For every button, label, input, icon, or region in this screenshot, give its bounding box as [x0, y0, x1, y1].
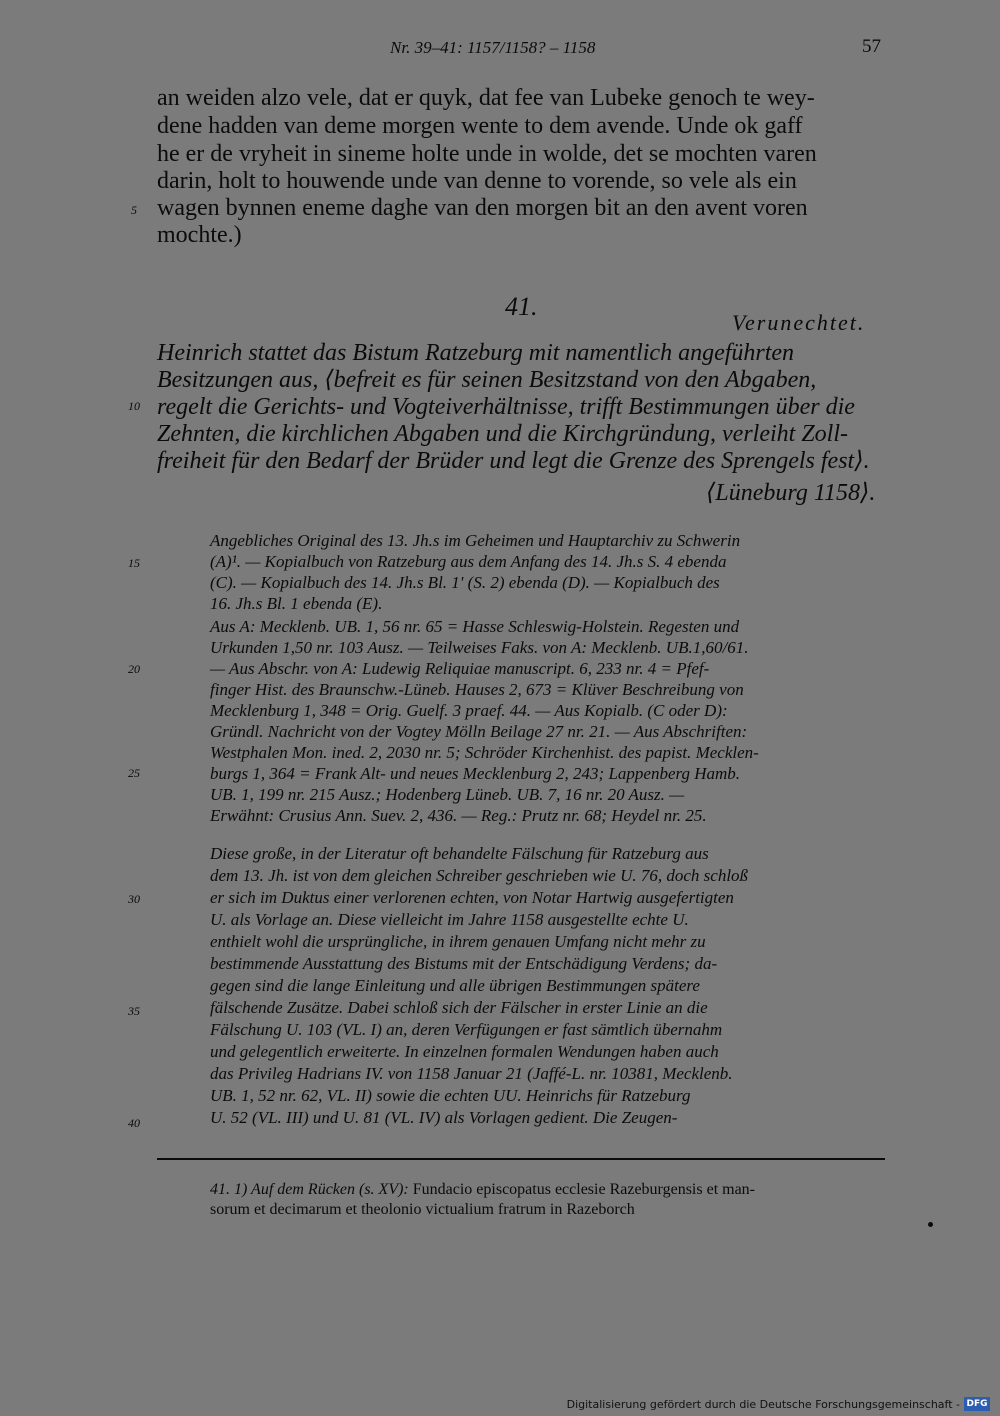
footnote-text: Fundacio episcopatus ecclesie Razeburgensis et man- [412, 1181, 756, 1198]
commentary-line: U. als Vorlage an. Diese vielleicht im Jahre 1158 ausgestellte echte U. [210, 910, 689, 929]
running-header: Nr. 39–41: 1157/1158? – 1158 [390, 38, 596, 57]
line-number: 10 [128, 399, 140, 413]
speck-mark [928, 1222, 933, 1227]
commentary-line: bestimmende Ausstattung des Bistums mit der Entschädigung Verdens; da- [210, 954, 718, 973]
commentary-line: Fälschung U. 103 (VL. I) an, deren Verfügungen er fast sämtlich übernahm [210, 1020, 723, 1039]
intro-line: dene hadden van deme morgen wente to dem avende. Unde ok gaff [157, 113, 803, 139]
intro-line: an weiden alzo vele, dat er quyk, dat fee van Lubeke genoch te wey- [157, 85, 815, 111]
line-number: 5 [131, 203, 137, 217]
edition-line: Aus A: Mecklenb. UB. 1, 56 nr. 65 = Hasse Schleswig-Holstein. Regesten und [210, 617, 740, 636]
edition-line: Erwähnt: Crusius Ann. Suev. 2, 436. — Reg.: Prutz nr. 68; Heydel nr. 25. [210, 806, 707, 825]
edition-line: — Aus Abschr. von A: Ludewig Reliquiae manuscript. 6, 233 nr. 4 = Pfef- [210, 659, 710, 678]
document-number: 41. [505, 292, 538, 321]
edition-line: Mecklenburg 1, 348 = Orig. Guelf. 3 praef. 44. — Aus Kopialb. (C oder D): [210, 701, 728, 720]
edition-line: Urkunden 1,50 nr. 103 Ausz. — Teilweises Faks. von A: Mecklenb. UB.1,60/61. [210, 638, 749, 657]
line-number: 30 [128, 892, 140, 906]
commentary-line: und gelegentlich erweiterte. In einzelnen formalen Wendungen haben auch [210, 1042, 719, 1061]
footer-credit: Digitalisierung gefördert durch die Deutsche Forschungsgemeinschaft - [566, 1398, 960, 1411]
intro-line: he er de vryheit in sineme holte unde in wolde, det se mochten varen [157, 141, 817, 167]
commentary-line: fälschende Zusätze. Dabei schloß sich der Fälscher in erster Linie an die [210, 998, 708, 1017]
commentary-line: er sich im Duktus einer verlorenen echten, von Notar Hartwig ausgefertigten [210, 888, 734, 907]
commentary-line: das Privileg Hadrians IV. von 1158 Januar 21 (Jaffé-L. nr. 10381, Mecklenb. [210, 1064, 733, 1083]
source-line: 16. Jh.s Bl. 1 ebenda (E). [210, 594, 383, 613]
footnote-lead: 41. 1) Auf dem Rücken (s. XV): [210, 1181, 409, 1198]
source-line: (C). — Kopialbuch des 14. Jh.s Bl. 1' (S. 2) ebenda (D). — Kopialbuch des [210, 573, 720, 592]
regest-line: regelt die Gerichts- und Vogteiverhältnisse, trifft Bestimmungen über die [157, 394, 855, 420]
document-status: Verunechtet. [732, 310, 866, 335]
footnote-line: sorum et decimarum et theolonio victualium fratrum in Razeborch [210, 1201, 635, 1218]
edition-line: burgs 1, 364 = Frank Alt- und neues Mecklenburg 2, 243; Lappenberg Hamb. [210, 764, 741, 783]
intro-line: wagen bynnen eneme daghe van den morgen bit an den avent voren [157, 195, 808, 221]
footnote-divider [157, 1158, 885, 1160]
line-number: 20 [128, 662, 140, 676]
line-number: 25 [128, 766, 140, 780]
regest-line: Besitzungen aus, ⟨befreit es für seinen Besitzstand von den Abgaben, [157, 367, 817, 393]
commentary-line: Diese große, in der Literatur oft behandelte Fälschung für Ratzeburg aus [210, 844, 709, 863]
page-number: 57 [862, 36, 881, 57]
line-number: 35 [128, 1004, 140, 1018]
edition-line: finger Hist. des Braunschw.-Lüneb. Hauses 2, 673 = Klüver Beschreibung von [210, 680, 744, 699]
source-line: Angebliches Original des 13. Jh.s im Geheimen und Hauptarchiv zu Schwerin [210, 531, 741, 550]
commentary-line: dem 13. Jh. ist von dem gleichen Schreiber geschrieben wie U. 76, doch schloß [210, 866, 749, 885]
line-number: 40 [128, 1116, 140, 1130]
edition-line: UB. 1, 199 nr. 215 Ausz.; Hodenberg Lüneb. UB. 7, 16 nr. 20 Ausz. — [210, 785, 685, 804]
intro-line: mochte.) [157, 222, 242, 248]
regest-line: Zehnten, die kirchlichen Abgaben und die Kirchgründung, verleiht Zoll- [157, 421, 848, 447]
edition-line: Gründl. Nachricht von der Vogtey Mölln Beilage 27 nr. 21. — Aus Abschriften: [210, 722, 748, 741]
commentary-line: enthielt wohl die ursprüngliche, in ihrem genauen Umfang nicht mehr zu [210, 932, 706, 951]
dfg-logo-icon[interactable]: DFG [964, 1397, 990, 1411]
edition-line: Westphalen Mon. ined. 2, 2030 nr. 5; Schröder Kirchenhist. des papist. Mecklen- [210, 743, 759, 762]
commentary-line: U. 52 (VL. III) und U. 81 (VL. IV) als Vorlagen gedient. Die Zeugen- [210, 1108, 678, 1127]
regest-line: Heinrich stattet das Bistum Ratzeburg mit namentlich angeführten [157, 340, 795, 366]
regest-line: freiheit für den Bedarf der Brüder und legt die Grenze des Sprengels fest⟩. [157, 448, 870, 474]
footnote-line [210, 1180, 755, 1200]
commentary-line: UB. 1, 52 nr. 62, VL. II) sowie die echten UU. Heinrichs für Ratzeburg [210, 1086, 691, 1105]
place-date: ⟨Lüneburg 1158⟩. [706, 480, 876, 506]
intro-line: darin, holt to houwende unde van denne to vorende, so vele als ein [157, 168, 797, 194]
commentary-line: gegen sind die lange Einleitung und alle übrigen Bestimmungen spätere [210, 976, 700, 995]
line-number: 15 [128, 556, 140, 570]
source-line: (A)¹. — Kopialbuch von Ratzeburg aus dem Anfang des 14. Jh.s S. 4 ebenda [210, 552, 727, 571]
